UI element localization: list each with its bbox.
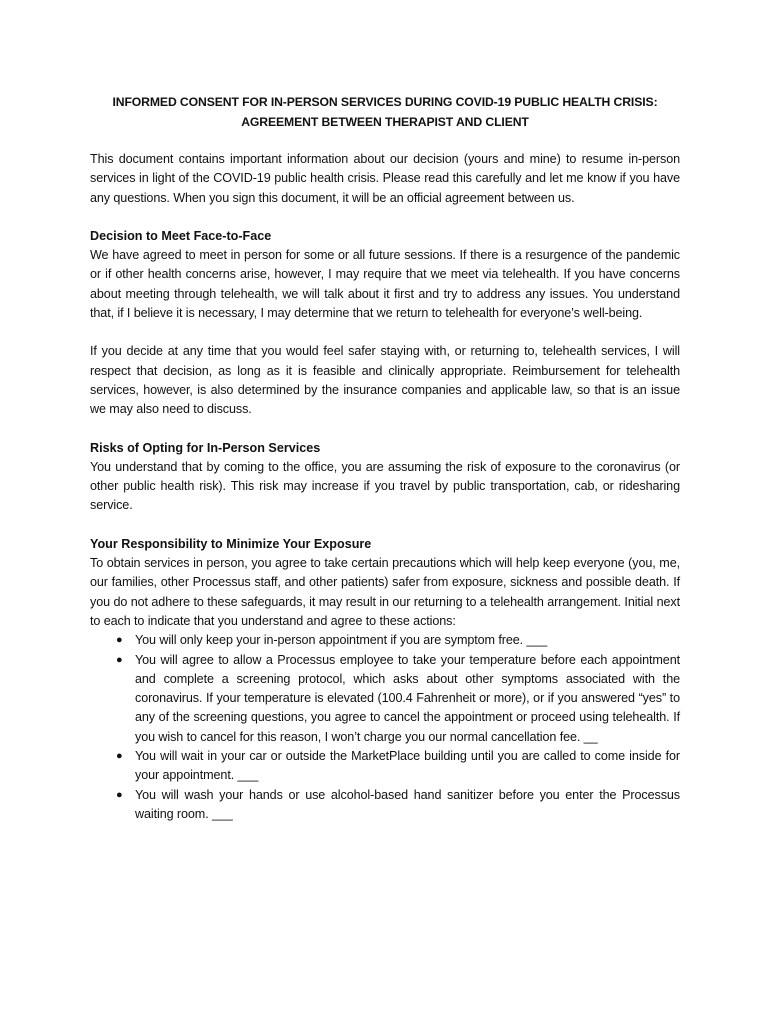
section-heading: Your Responsibility to Minimize Your Exposure	[90, 536, 372, 551]
document-page	[90, 93, 680, 843]
section-heading: Risks of Opting for In-Person Services	[90, 440, 321, 455]
section-paragraph: If you decide at any time that you would feel safer staying with, or returning to, telehealth services, I will respect that decision, as long as it is feasible and clinically appropriate. Reimbursement for telehealth services, however, is also determined by the insurance companies and applicable law, so that is an issue we may also need to discuss.	[90, 344, 680, 417]
precautions-list	[90, 631, 680, 824]
list-item	[116, 747, 680, 786]
section-decision	[90, 227, 680, 420]
section-paragraph: To obtain services in person, you agree to take certain precautions which will help keep everyone (you, me, our families, other Processus staff, and other patients) safer from exposure, sickness and possible death. If you do not adhere to these safeguards, it may result in our returning to a telehealth arrangement. Initial next to each to indicate that you understand and agree to these actions:	[90, 556, 680, 628]
list-item	[116, 651, 680, 747]
title-line-1: INFORMED CONSENT FOR IN-PERSON SERVICES DURING COVID-19 PUBLIC HEALTH CRISIS:	[112, 95, 658, 109]
list-item-text: You will wait in your car or outside the MarketPlace building until you are called to come inside for your appointment. ___	[135, 749, 680, 783]
list-item	[116, 631, 680, 650]
section-responsibility	[90, 535, 680, 824]
bullet-icon: ●	[116, 788, 123, 801]
list-item-text: You will agree to allow a Processus employee to take your temperature before each appointment and complete a screening protocol, which asks about other symptoms associated with the coronavirus. If your temperature is elevated (100.4 Fahrenheit or more), or if you answered “yes” to any of the screening questions, you agree to cancel the appointment or proceed using telehealth. If you wish to cancel for this reason, I won’t charge you our normal cancellation fee. __	[135, 652, 680, 744]
bullet-icon: ●	[116, 634, 123, 647]
bullet-icon: ●	[116, 653, 123, 666]
section-heading: Decision to Meet Face-to-Face	[90, 228, 272, 243]
section-paragraph: You understand that by coming to the office, you are assuming the risk of exposure to the coronavirus (or other public health risk). This risk may increase if you travel by public transportation, cab, or ridesharing service.	[90, 459, 680, 513]
bullet-icon: ●	[116, 750, 123, 763]
title-line-2: AGREEMENT BETWEEN THERAPIST AND CLIENT	[241, 114, 529, 129]
list-item-text: You will wash your hands or use alcohol-based hand sanitizer before you enter the Processus waiting room. ___	[135, 787, 680, 821]
list-item-text: You will only keep your in-person appointment if you are symptom free. ___	[135, 633, 548, 648]
document-title	[90, 93, 680, 132]
list-item	[116, 786, 680, 825]
intro-paragraph: This document contains important information about our decision (yours and mine) to resume in-person services in light of the COVID-19 public health crisis. Please read this carefully and let me know if you have any questions. When you sign this document, it will be an official agreement between us.	[90, 152, 680, 205]
section-risks	[90, 439, 680, 516]
section-paragraph: We have agreed to meet in person for some or all future sessions. If there is a resurgence of the pandemic or if other health concerns arise, however, I may require that we meet via telehealth. If you have concerns about meeting through telehealth, we will talk about it first and try to address any issues. You understand that, if I believe it is necessary, I may determine that we return to telehealth for everyone’s well-being.	[90, 248, 680, 321]
